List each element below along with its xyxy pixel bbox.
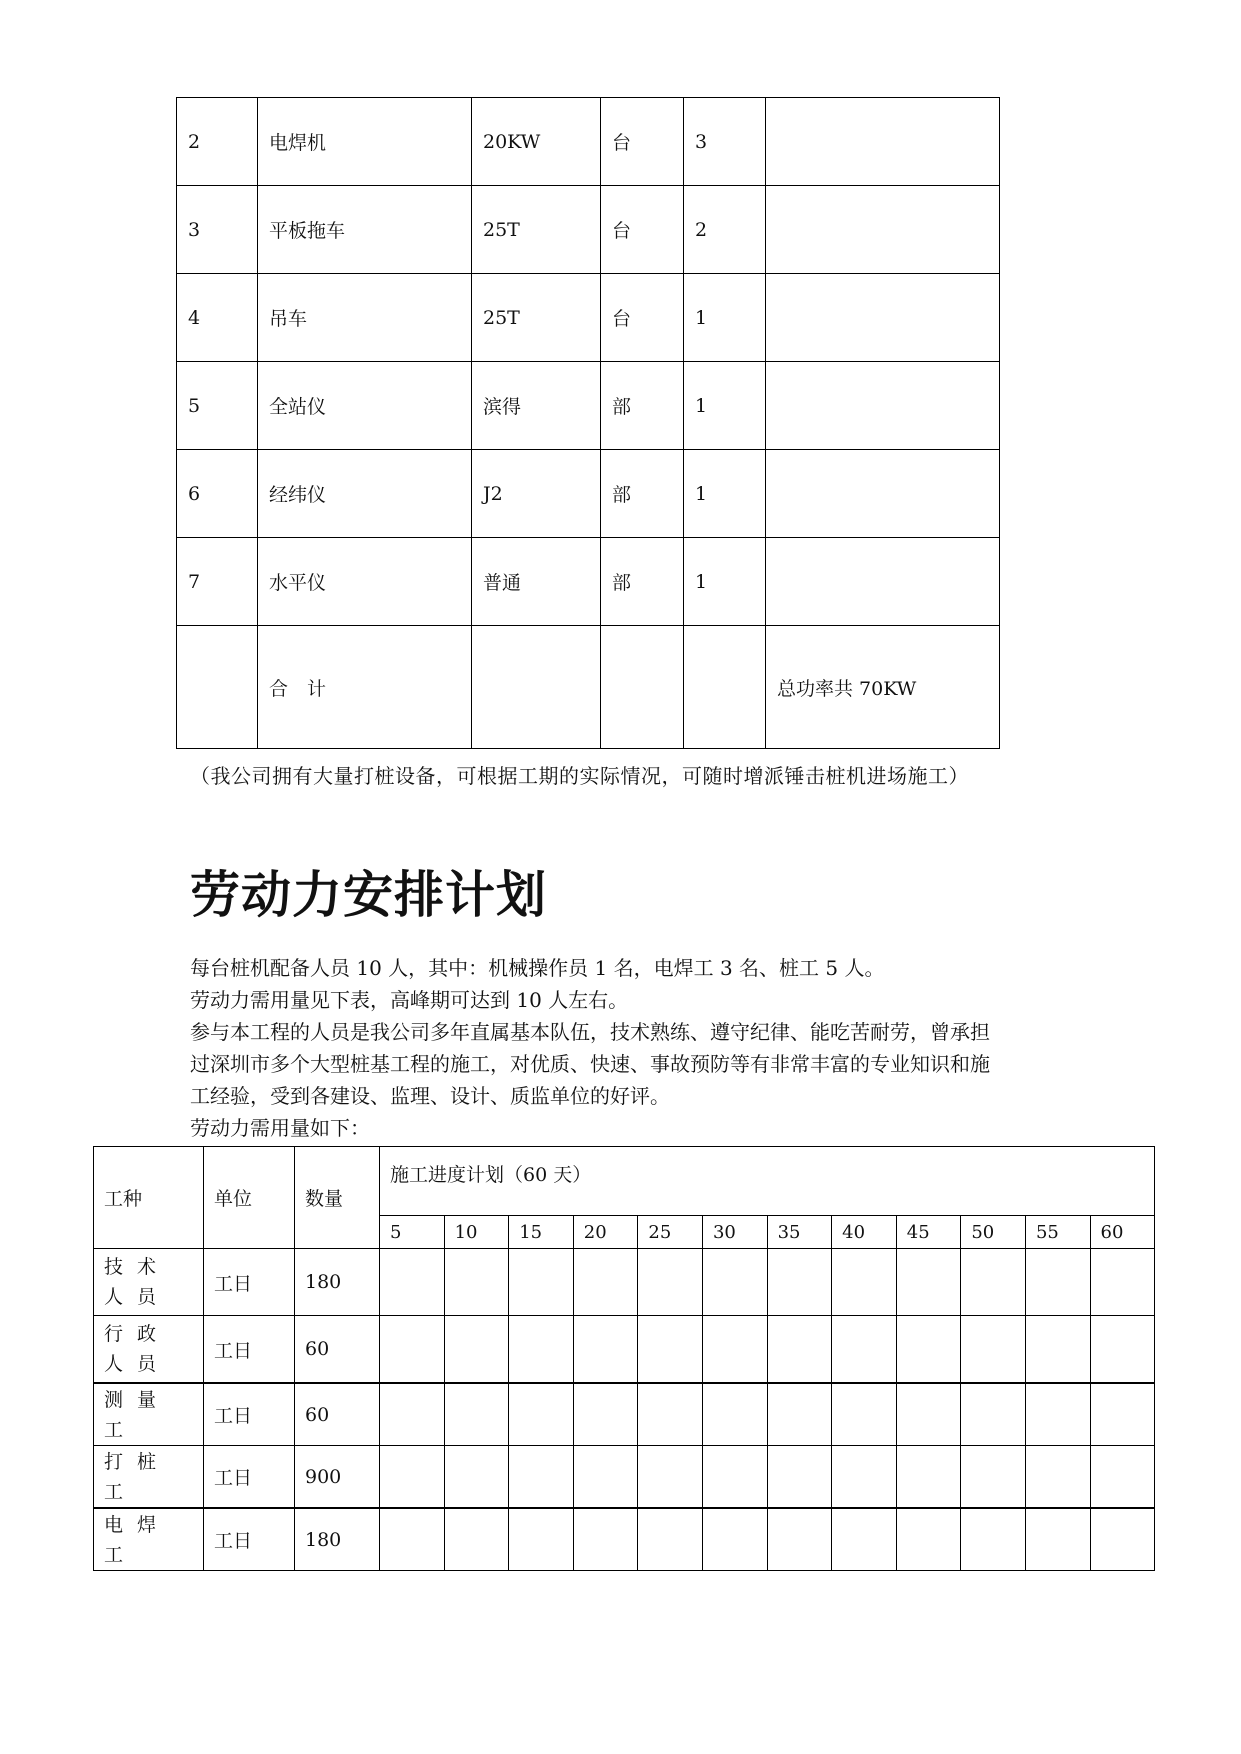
day-header: 60 [1090,1216,1155,1249]
table-row [177,362,1000,450]
schedule-cell [1025,1383,1090,1446]
equip-remark [766,450,1000,538]
equip-qty: 3 [684,98,766,186]
paragraph-line: 劳动力需用量如下： [190,1116,370,1140]
day-header: 5 [380,1216,445,1249]
body-text [190,952,1060,1144]
schedule-cell [573,1446,638,1509]
equip-name: 电焊机 [258,98,472,186]
table-row [94,1249,1155,1316]
unit-cell: 工日 [204,1508,295,1571]
equip-remark [766,186,1000,274]
schedule-cell [767,1446,832,1509]
schedule-cell [702,1508,767,1571]
table-row [177,98,1000,186]
day-header: 40 [832,1216,897,1249]
schedule-cell [380,1508,445,1571]
schedule-cell [961,1446,1026,1509]
section-title: 劳动力安排计划 [190,866,547,924]
paragraph-line: 过深圳市多个大型桩基工程的施工，对优质、快速、事故预防等有非常丰富的专业知识和施 [190,1052,990,1076]
equip-qty: 1 [684,450,766,538]
schedule-cell [509,1446,574,1509]
total-remark: 总功率共 70KW [766,626,1000,749]
schedule-cell [702,1383,767,1446]
table-row [94,1446,1155,1509]
unit-cell: 工日 [204,1316,295,1384]
schedule-cell [380,1383,445,1446]
equip-qty: 1 [684,538,766,626]
table-row [94,1383,1155,1446]
schedule-cell [1090,1249,1155,1316]
equip-qty: 1 [684,362,766,450]
schedule-cell [638,1446,703,1509]
day-header: 15 [509,1216,574,1249]
qty-cell: 60 [295,1316,380,1384]
table-row [177,274,1000,362]
day-header: 50 [961,1216,1026,1249]
qty-cell: 180 [295,1249,380,1316]
paragraph-line: 每台桩机配备人员 10 人，其中：机械操作员 1 名，电焊工 3 名、桩工 5 人。 [190,956,885,980]
equip-no: 3 [177,186,258,274]
worktype-cell: 打桩工 [94,1446,204,1509]
equip-no: 4 [177,274,258,362]
schedule-cell [444,1446,509,1509]
schedule-cell [638,1249,703,1316]
equip-name: 平板拖车 [258,186,472,274]
schedule-cell [638,1383,703,1446]
worktype-cell: 测量工 [94,1383,204,1446]
equip-spec: 普通 [472,538,601,626]
schedule-cell [832,1249,897,1316]
schedule-cell [444,1508,509,1571]
schedule-cell [832,1508,897,1571]
equip-spec: 25T [472,274,601,362]
day-header: 10 [444,1216,509,1249]
table-row [94,1316,1155,1384]
table-row [94,1508,1155,1571]
schedule-cell [1090,1316,1155,1384]
equip-spec: 20KW [472,98,601,186]
table-row [177,538,1000,626]
total-row [177,626,1000,749]
day-header: 55 [1025,1216,1090,1249]
schedule-cell [638,1508,703,1571]
schedule-cell [1090,1383,1155,1446]
unit-cell: 工日 [204,1383,295,1446]
paragraph-line: 劳动力需用量见下表，高峰期可达到 10 人左右。 [190,988,629,1012]
worktype-cell: 技术人员 [94,1249,204,1316]
equip-spec: 滨得 [472,362,601,450]
table-row [177,186,1000,274]
schedule-cell [961,1508,1026,1571]
equip-unit: 部 [601,362,684,450]
schedule-cell [702,1446,767,1509]
day-header: 25 [638,1216,703,1249]
equip-unit: 台 [601,186,684,274]
equipment-note: （我公司拥有大量打桩设备，可根据工期的实际情况，可随时增派锤击桩机进场施工） [190,764,969,788]
equip-remark [766,538,1000,626]
equip-name: 全站仪 [258,362,472,450]
schedule-cell [573,1316,638,1384]
schedule-cell [767,1508,832,1571]
total-label: 合 计 [258,626,472,749]
worktype-cell: 电焊工 [94,1508,204,1571]
equip-no: 7 [177,538,258,626]
equip-remark [766,98,1000,186]
schedule-cell [832,1316,897,1384]
schedule-cell [1025,1249,1090,1316]
equip-no: 2 [177,98,258,186]
schedule-cell [1090,1508,1155,1571]
equip-no: 5 [177,362,258,450]
schedule-cell [1025,1316,1090,1384]
schedule-cell [444,1316,509,1384]
schedule-cell [638,1316,703,1384]
equip-qty: 1 [684,274,766,362]
schedule-cell [573,1249,638,1316]
equipment-table [176,97,1000,749]
total-spec [472,626,601,749]
header-worktype: 工种 [94,1147,204,1249]
header-plan: 施工进度计划（60 天） [380,1147,1155,1216]
equip-name: 水平仪 [258,538,472,626]
equip-name: 吊车 [258,274,472,362]
schedule-cell [767,1316,832,1384]
qty-cell: 60 [295,1383,380,1446]
table-header-row [94,1147,1155,1216]
equip-no: 6 [177,450,258,538]
paragraph-line: 工经验，受到各建设、监理、设计、质监单位的好评。 [190,1084,670,1108]
schedule-cell [961,1249,1026,1316]
schedule-cell [767,1383,832,1446]
schedule-cell [896,1508,961,1571]
table-row [177,450,1000,538]
schedule-cell [1025,1446,1090,1509]
equip-spec: 25T [472,186,601,274]
equip-unit: 台 [601,274,684,362]
day-header: 35 [767,1216,832,1249]
schedule-cell [961,1383,1026,1446]
equip-unit: 台 [601,98,684,186]
equip-qty: 2 [684,186,766,274]
equip-spec: J2 [472,450,601,538]
schedule-cell [767,1249,832,1316]
schedule-cell [380,1249,445,1316]
paragraph-line: 参与本工程的人员是我公司多年直属基本队伍，技术熟练、遵守纪律、能吃苦耐劳，曾承担 [190,1020,990,1044]
qty-cell: 900 [295,1446,380,1509]
equip-name: 经纬仪 [258,450,472,538]
schedule-cell [573,1508,638,1571]
schedule-cell [1025,1508,1090,1571]
day-header: 30 [702,1216,767,1249]
schedule-cell [896,1446,961,1509]
total-unit [601,626,684,749]
unit-cell: 工日 [204,1249,295,1316]
schedule-cell [896,1249,961,1316]
schedule-cell [832,1383,897,1446]
equip-remark [766,362,1000,450]
schedule-cell [444,1249,509,1316]
schedule-cell [509,1316,574,1384]
schedule-cell [573,1383,638,1446]
schedule-cell [444,1383,509,1446]
equip-remark [766,274,1000,362]
schedule-cell [832,1446,897,1509]
worktype-cell: 行政人员 [94,1316,204,1384]
unit-cell: 工日 [204,1446,295,1509]
total-qty [684,626,766,749]
schedule-cell [961,1316,1026,1384]
schedule-cell [509,1249,574,1316]
header-qty: 数量 [295,1147,380,1249]
schedule-cell [896,1316,961,1384]
day-header: 20 [573,1216,638,1249]
schedule-cell [509,1508,574,1571]
equip-unit: 部 [601,450,684,538]
qty-cell: 180 [295,1508,380,1571]
schedule-cell [380,1316,445,1384]
header-unit: 单位 [204,1147,295,1249]
equip-unit: 部 [601,538,684,626]
schedule-cell [896,1383,961,1446]
labor-table [93,1146,1155,1571]
schedule-cell [380,1446,445,1509]
schedule-cell [1090,1446,1155,1509]
total-no [177,626,258,749]
schedule-cell [702,1316,767,1384]
schedule-cell [509,1383,574,1446]
schedule-cell [702,1249,767,1316]
day-header: 45 [896,1216,961,1249]
